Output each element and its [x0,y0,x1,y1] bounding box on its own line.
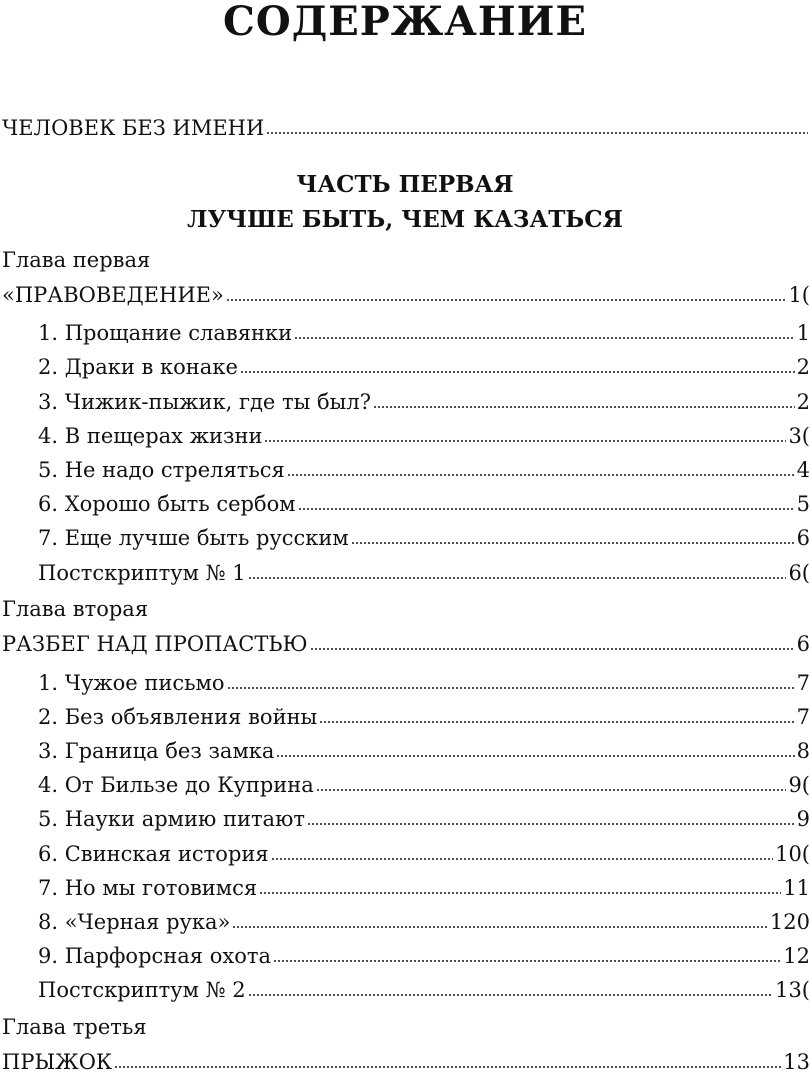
toc-entry[interactable] [38,491,810,517]
toc-entry-page: 1( [788,283,810,307]
toc-entry-title: Постскриптум № 1 [38,561,246,585]
toc-entry-page: 9( [788,773,810,797]
toc-entry-title: «ПРАВОВЕДЕНИЕ» [2,283,224,307]
toc-entry-title: 2. Без объявления войны [38,705,318,729]
leader-dots [227,686,795,690]
toc-entry[interactable] [38,943,810,969]
chapter-label: Глава вторая [2,597,149,621]
toc-entry[interactable] [38,560,810,586]
toc-intro-entry[interactable] [2,115,810,141]
toc-entry[interactable] [38,320,810,346]
leader-dots [232,925,768,929]
leader-dots [240,370,795,374]
toc-entry[interactable] [38,525,810,551]
chapter-label: Глава третья [2,1015,147,1039]
leader-dots [294,336,795,340]
toc-entry[interactable] [38,909,810,935]
part-heading-number: ЧАСТЬ ПЕРВАЯ [296,171,514,198]
toc-entry-title: 7. Но мы готовимся [38,876,258,900]
leader-dots [273,959,781,963]
toc-entry-title: 4. От Бильзе до Куприна [38,773,314,797]
leader-dots [248,993,774,997]
toc-entry-page: 1 [796,321,810,345]
toc-entry-page: 3( [788,424,810,448]
toc-entry-title: 1. Прощание славянки [38,321,293,345]
leader-dots [287,473,795,477]
chapter-label: Глава первая [2,248,151,272]
toc-chapter-entry[interactable] [2,631,810,657]
toc-entry-title: 5. Не надо стреляться [38,458,285,482]
leader-dots [310,647,795,651]
leader-dots [373,405,795,409]
toc-entry-page: 2 [796,390,810,414]
toc-entry-title: 4. В пещерах жизни [38,424,263,448]
toc-entry-page: 10( [775,842,810,866]
toc-entry[interactable] [38,354,810,380]
part-heading-title: ЛУЧШЕ БЫТЬ, ЧЕМ КАЗАТЬСЯ [187,206,623,233]
toc-entry-title: 3. Граница без замка [38,739,275,763]
toc-entry-page: 11 [783,876,810,900]
toc-entry-title: 9. Парфорсная охота [38,944,271,968]
toc-entry-title: 6. Свинская история [38,842,269,866]
leader-dots [259,891,781,895]
toc-entry-page: 6( [788,561,810,585]
toc-entry[interactable] [38,457,810,483]
toc-entry-page: 120 [769,910,810,934]
toc-entry-page: 9 [796,807,810,831]
leader-dots [264,439,786,443]
toc-entry-page: 13( [775,978,810,1002]
leader-dots [271,857,773,861]
toc-entry-title: 1. Чужое письмо [38,671,225,695]
toc-entry[interactable] [38,875,810,901]
toc-entry[interactable] [38,806,810,832]
toc-entry-page: 4 [796,458,810,482]
toc-chapter-entry[interactable] [2,282,810,308]
toc-entry-page: 12 [783,944,810,968]
toc-entry[interactable] [38,670,810,696]
leader-dots [226,298,787,302]
leader-dots [266,131,808,135]
page-title: СОДЕРЖАНИЕ [223,0,587,45]
leader-dots [276,754,794,758]
toc-entry[interactable] [38,841,810,867]
toc-entry-title: 6. Хорошо быть сербом [38,492,296,516]
leader-dots [307,822,795,826]
toc-entry-title: ЧЕЛОВЕК БЕЗ ИМЕНИ [2,116,265,140]
leader-dots [298,507,795,511]
leader-dots [316,788,787,792]
toc-entry-title: 7. Еще лучше быть русским [38,526,349,550]
toc-entry-title: 5. Науки армию питают [38,807,305,831]
toc-entry[interactable] [38,423,810,449]
toc-entry-page: 7 [796,671,810,695]
toc-entry-page: 6 [796,526,810,550]
toc-entry-page: 5 [796,492,810,516]
leader-dots [351,541,795,545]
toc-entry-page: 2 [796,355,810,379]
toc-entry-title: 8. «Черная рука» [38,910,231,934]
toc-chapter-entry[interactable] [2,1049,810,1075]
leader-dots [114,1065,781,1069]
toc-entry-page: 13 [783,1050,810,1074]
toc-entry-title: ПРЫЖОК [2,1050,113,1074]
toc-entry-page: 6 [796,632,810,656]
toc-entry[interactable] [38,772,810,798]
toc-entry-title: 2. Драки в конаке [38,355,238,379]
toc-entry-page: 8 [796,739,810,763]
toc-entry[interactable] [38,977,810,1003]
leader-dots [248,576,787,580]
toc-entry-title: Постскриптум № 2 [38,978,246,1002]
toc-entry[interactable] [38,738,810,764]
toc-entry[interactable] [38,389,810,415]
toc-entry[interactable] [38,704,810,730]
toc-entry-title: 3. Чижик-пыжик, где ты был? [38,390,371,414]
leader-dots [319,720,794,724]
toc-entry-page: 7 [796,705,810,729]
toc-entry-title: РАЗБЕГ НАД ПРОПАСТЬЮ [2,632,308,656]
